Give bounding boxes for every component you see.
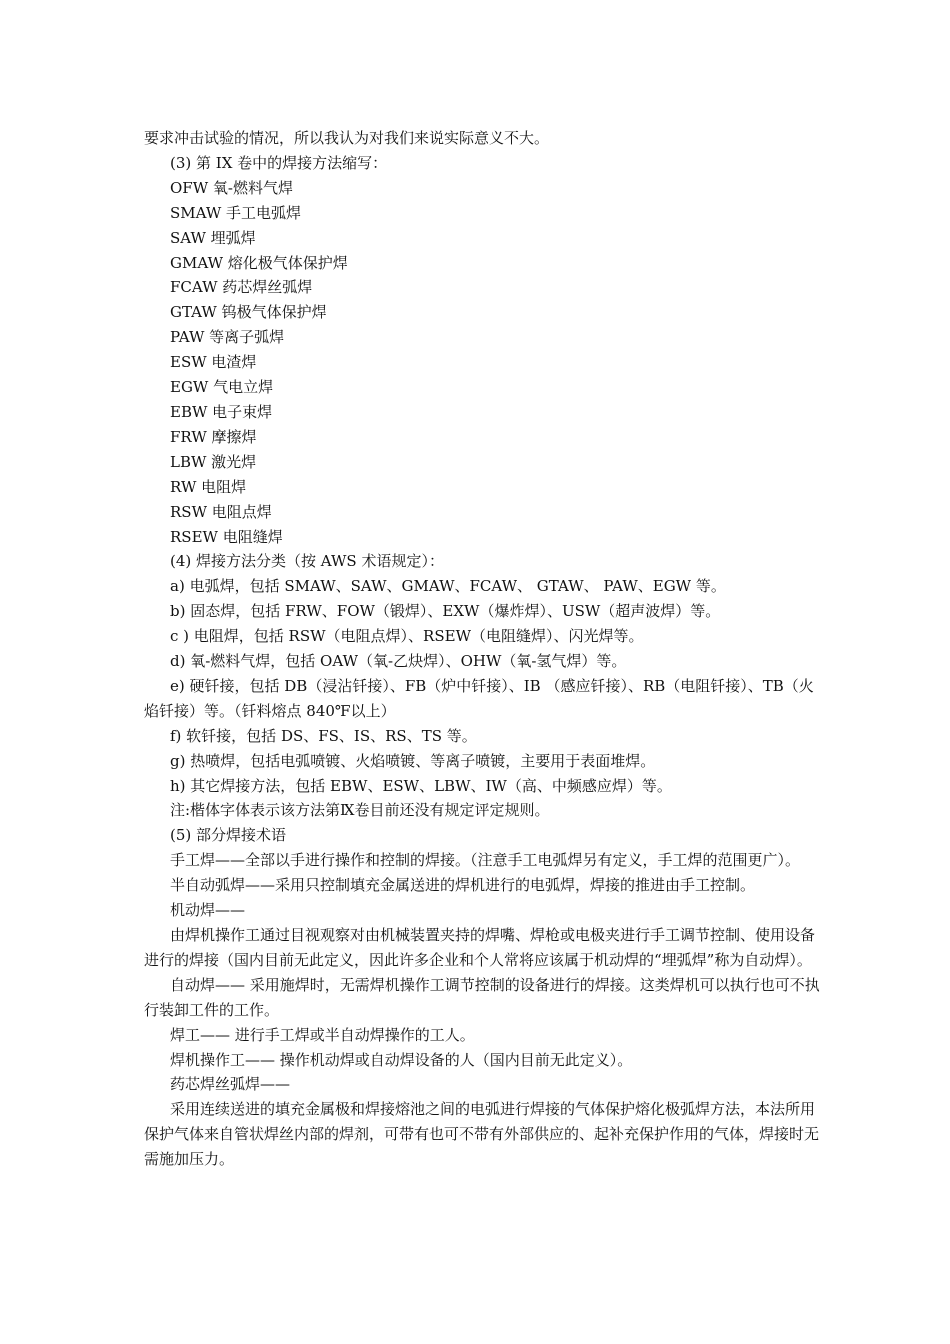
abbrev-item-lbw: LBW 激光焊 (170, 452, 257, 471)
term-semi-auto-arc: 半自动弧焊——采用只控制填充金属送进的焊机进行的电弧焊，焊接的推进由手工控制。 (170, 876, 756, 895)
term-machine-welding-heading: 机动焊—— (170, 901, 246, 920)
class-item-b: b) 固态焊，包括 FRW、FOW（锻焊）、EXW（爆炸焊）、USW（超声波焊）等。 (170, 602, 721, 621)
abbrev-item-ebw: EBW 电子束焊 (170, 402, 273, 421)
class-item-a: a) 电弧焊，包括 SMAW、SAW、GMAW、FCAW、 GTAW、 PAW、EGW 等。 (170, 577, 726, 596)
term-automatic-welding: 自动焊—— 采用施焊时，无需焊机操作工调节控制的设备进行的焊接。这类焊机可以执行也可不执行装卸工件的工作。 (144, 975, 820, 1019)
class-item-h: h) 其它焊接方法，包括 EBW、ESW、LBW、IW（高、中频感应焊）等。 (170, 776, 672, 795)
class-item-d: d) 氧-燃料气焊，包括 OAW（氧-乙炔焊）、OHW（氧-氢气焊）等。 (170, 652, 627, 671)
paragraph-intro-tail: 要求冲击试验的情况，所以我认为对我们来说实际意义不大。 (144, 129, 550, 147)
class-item-e: e) 硬钎接，包括 DB（浸沾钎接）、FB（炉中钎接）、IB （感应钎接）、RB（电阻钎接）、TB（火焰钎接）等。（钎料熔点 840℉以上） (144, 676, 814, 720)
abbrev-item-ofw: OFW 氧-燃料气焊 (170, 178, 293, 197)
abbrev-item-gtaw: GTAW 钨极气体保护焊 (170, 303, 327, 322)
term-fcaw-def: 采用连续送进的填充金属极和焊接熔池之间的电弧进行焊接的气体保护熔化极弧焊方法，本法所用保护气体来自管状焊丝内部的焊剂，可带有也可不带有外部供应的、起补充保护作用的气体，焊接时无需施加压力。 (144, 1100, 820, 1169)
abbrev-item-rsew: RSEW 电阻缝焊 (170, 527, 283, 546)
term-welder: 焊工—— 进行手工焊或半自动焊操作的工人。 (170, 1025, 475, 1044)
class-item-c: c ) 电阻焊，包括 RSW（电阻点焊）、RSEW（电阻缝焊）、闪光焊等。 (170, 627, 644, 646)
abbrev-item-paw: PAW 等离子弧焊 (170, 328, 285, 347)
class-item-f: f) 软钎接，包括 DS、FS、IS、RS、TS 等。 (170, 726, 477, 745)
section-4-heading: (4) 焊接方法分类（按 AWS 术语规定）： (170, 552, 444, 571)
term-machine-welding-def: 由焊机操作工通过目视观察对由机械装置夹持的焊嘴、焊枪或电极夹进行手工调节控制、使用设备进行的焊接（国内目前无此定义，因此许多企业和个人常将应该属于机动焊的“埋弧焊”称为自动焊）。 (144, 926, 816, 969)
section-3-heading: (3) 第 IX 卷中的焊接方法缩写： (170, 153, 388, 172)
term-welding-operator: 焊机操作工—— 操作机动焊或自动焊设备的人（国内目前无此定义）。 (170, 1050, 633, 1069)
abbrev-item-saw: SAW 埋弧焊 (170, 228, 256, 247)
note-line: 注:楷体字体表示该方法第Ⅸ卷目前还没有规定评定规则。 (170, 801, 550, 820)
abbrev-item-rw: RW 电阻焊 (170, 477, 247, 496)
abbrev-item-smaw: SMAW 手工电弧焊 (170, 203, 302, 222)
term-fcaw-heading: 药芯焊丝弧焊—— (170, 1075, 291, 1094)
abbrev-item-gmaw: GMAW 熔化极气体保护焊 (170, 253, 348, 272)
class-item-g: g) 热喷焊，包括电弧喷镀、火焰喷镀、等离子喷镀，主要用于表面堆焊。 (170, 751, 656, 770)
abbrev-item-fcaw: FCAW 药芯焊丝弧焊 (170, 278, 313, 297)
abbrev-item-rsw: RSW 电阻点焊 (170, 502, 272, 521)
document-body (144, 126, 820, 1172)
abbrev-item-frw: FRW 摩擦焊 (170, 427, 257, 446)
section-5-heading: (5) 部分焊接术语 (170, 826, 287, 845)
abbrev-item-egw: EGW 气电立焊 (170, 378, 274, 397)
abbreviation-list (144, 176, 820, 550)
term-manual-welding: 手工焊——全部以手进行操作和控制的焊接。（注意手工电弧焊另有定义，手工焊的范围更广）。 (170, 851, 801, 870)
abbrev-item-esw: ESW 电渣焊 (170, 353, 257, 372)
